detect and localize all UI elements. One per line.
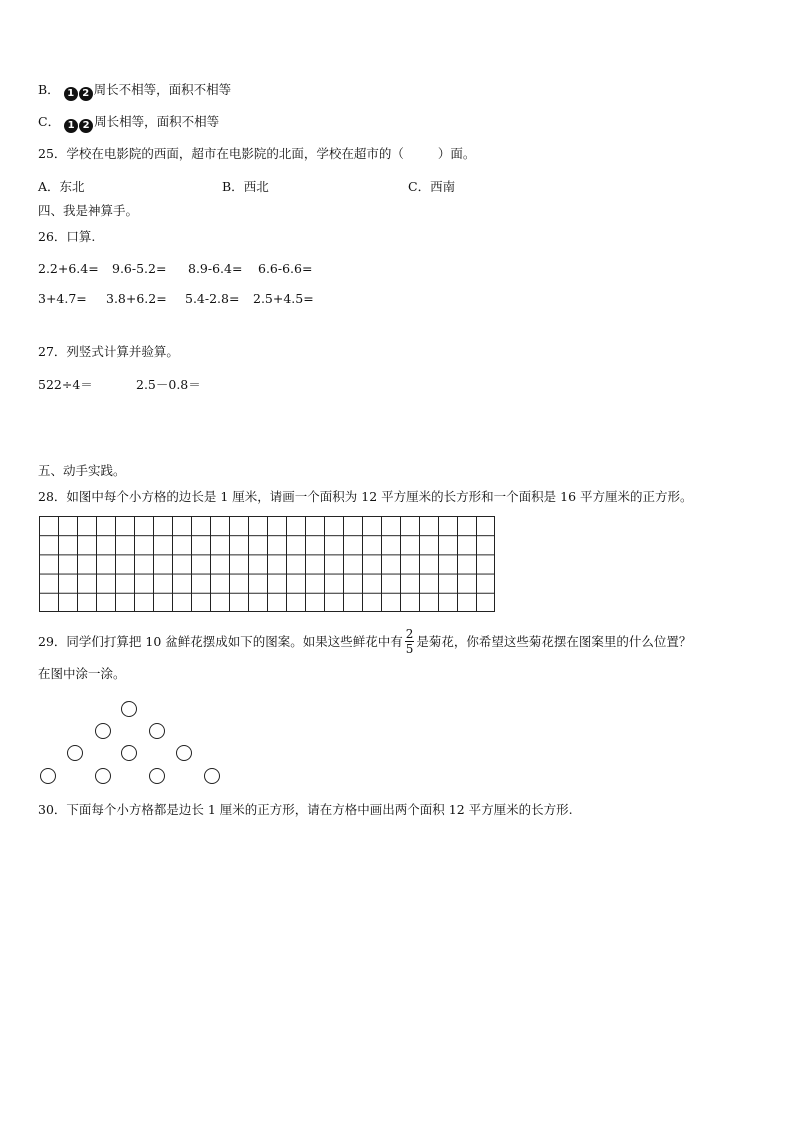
flower-pot-circle[interactable] [149,768,165,784]
question-text: 如图中每个小方格的边长是 1 厘米，请画一个面积为 12 平方厘米的长方形和一个面积是 16 平方厘米的正方形。 [66,489,693,504]
option-text: 西南 [430,179,456,194]
option-letter: C． [408,179,431,194]
fraction-numerator: 2 [405,627,414,641]
q30-stem [38,802,573,818]
q26-item: 3+4.7= [38,291,87,306]
question-text-b: 是菊花，你希望这些菊花摆在图案里的什么位置？ [416,634,692,649]
fraction-two-fifths [405,627,415,656]
flower-pot-circle[interactable] [95,723,111,739]
q27-item: 522÷4＝ [38,377,93,392]
q26-item: 2.2+6.4= [38,261,99,276]
question-number: 30． [38,802,67,817]
flower-pot-circle[interactable] [121,745,137,761]
question-text: 列竖式计算并验算。 [66,344,179,359]
option-letter: C． [38,114,61,129]
circled-number-2: 2 [79,87,93,101]
q26-item: 9.6-5.2= [112,261,167,276]
q25-option-a [38,177,85,195]
q24-option-c [38,114,219,133]
option-letter: B． [222,179,244,194]
q26-item: 5.4-2.8= [185,291,240,306]
q29-instruction: 在图中涂一涂。 [38,666,126,681]
q29-stem [38,628,691,657]
q25-stem [38,146,475,162]
option-text: 西北 [243,179,269,194]
question-number: 28． [38,489,67,504]
q26-title [38,229,95,245]
q28-stem [38,489,693,505]
flower-pot-circle[interactable] [204,768,220,784]
q26-item: 6.6-6.6= [258,261,313,276]
question-number: 27． [38,344,67,359]
question-number: 25． [38,146,67,161]
option-letter: A． [38,179,60,194]
q24-option-b [38,82,231,101]
option-text: 周长不相等，面积不相等 [93,82,232,97]
option-text: 周长相等，面积不相等 [94,114,220,129]
q25-option-c [408,177,455,195]
flower-pot-circle[interactable] [176,745,192,761]
question-text: 口算. [66,229,96,244]
flower-pot-circle[interactable] [149,723,165,739]
option-text: 东北 [59,179,85,194]
option-letter: B． [38,82,60,97]
circled-number-1: 1 [64,119,78,133]
flower-pot-circle[interactable] [40,768,56,784]
q25-option-b [222,177,269,195]
q26-item: 3.8+6.2= [106,291,167,306]
circled-number-2: 2 [79,119,93,133]
q26-item: 2.5+4.5= [253,291,314,306]
question-text-b: ）面。 [437,146,476,161]
drawing-grid[interactable] [39,516,495,612]
question-text-a: 同学们打算把 10 盆鲜花摆成如下的图案。如果这些鲜花中有 [66,634,403,649]
question-number: 29． [38,634,67,649]
question-number: 26． [38,229,67,244]
q27-title [38,344,179,360]
flower-pot-circle[interactable] [95,768,111,784]
section-4-title: 四、我是神算手。 [38,203,139,218]
flower-pot-circle[interactable] [121,701,137,717]
question-text: 下面每个小方格都是边长 1 厘米的正方形，请在方格中画出两个面积 12 平方厘米的长方形. [66,802,573,817]
q26-item: 8.9-6.4= [188,261,243,276]
section-5-title: 五、动手实践。 [38,463,126,478]
flower-pot-circle[interactable] [67,745,83,761]
question-text-a: 学校在电影院的西面，超市在电影院的北面，学校在超市的（ [66,146,404,161]
circled-number-1: 1 [64,87,78,101]
q27-item: 2.5－0.8＝ [136,377,201,392]
fraction-denominator: 5 [405,642,414,656]
